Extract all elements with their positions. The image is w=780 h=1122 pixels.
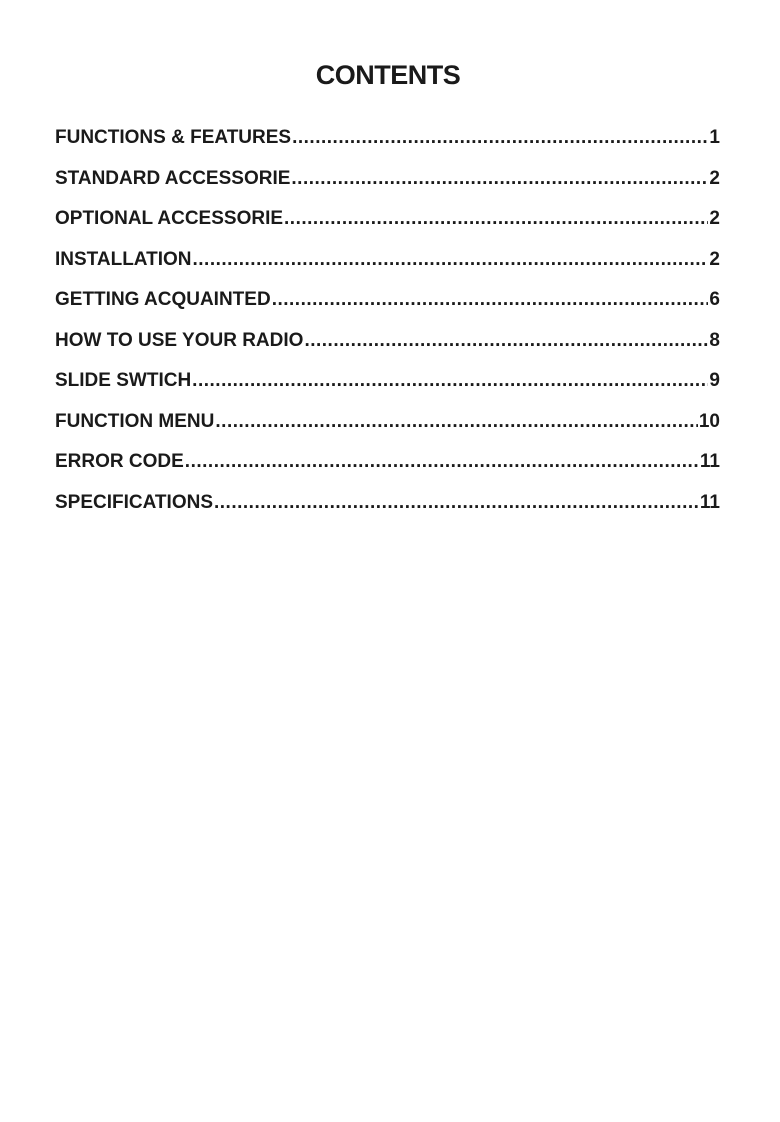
toc-entry-optional-accessorie[interactable] xyxy=(55,205,720,246)
toc-entry-specifications[interactable] xyxy=(55,489,720,530)
toc-entry-label: OPTIONAL ACCESSORIE xyxy=(55,208,284,229)
toc-dot-leader xyxy=(272,286,709,314)
toc-entry-label: FUNCTIONS & FEATURES xyxy=(55,127,292,148)
toc-page-number: 1 xyxy=(709,127,720,148)
toc-dot-leader xyxy=(292,124,708,152)
toc-entry-slide-swtich[interactable] xyxy=(55,367,720,408)
toc-entry-installation[interactable] xyxy=(55,246,720,287)
toc-entry-label: GETTING ACQUAINTED xyxy=(55,289,271,310)
toc-page-number: 8 xyxy=(709,329,720,351)
toc-entry-functions-features[interactable] xyxy=(55,124,720,165)
toc-dot-leader xyxy=(193,246,709,274)
toc-entry-error-code[interactable] xyxy=(55,448,720,489)
toc-entry-label: STANDARD ACCESSORIE xyxy=(55,167,291,189)
toc-page-number: 2 xyxy=(709,167,720,189)
toc-entry-label: HOW TO USE YOUR RADIO xyxy=(55,329,304,351)
toc-page-number: 9 xyxy=(709,370,720,391)
toc-dot-leader xyxy=(291,165,708,193)
toc-entry-label: SLIDE SWTICH xyxy=(55,370,192,391)
toc-dot-leader xyxy=(304,327,708,355)
toc-entry-label: INSTALLATION xyxy=(55,248,192,270)
toc-dot-leader xyxy=(185,448,699,476)
toc-dot-leader xyxy=(192,367,708,395)
toc-page-number: 2 xyxy=(709,208,720,229)
toc-entry-function-menu[interactable] xyxy=(55,408,720,449)
toc-page-number: 6 xyxy=(709,289,720,310)
page-title: CONTENTS xyxy=(315,60,461,90)
toc-page-number: 11 xyxy=(699,451,720,472)
toc-page-number: 10 xyxy=(698,410,720,432)
table-of-contents xyxy=(55,124,720,529)
toc-dot-leader xyxy=(214,489,699,517)
toc-page-number: 2 xyxy=(709,248,720,270)
toc-entry-label: FUNCTION MENU xyxy=(55,410,215,432)
toc-dot-leader xyxy=(215,408,697,436)
toc-entry-standard-accessorie[interactable] xyxy=(55,165,720,206)
toc-entry-label: ERROR CODE xyxy=(55,451,184,472)
toc-page-number: 11 xyxy=(699,491,720,513)
toc-entry-how-to-use-your-radio[interactable] xyxy=(55,327,720,368)
toc-entry-label: SPECIFICATIONS xyxy=(55,491,213,513)
toc-entry-getting-acquainted[interactable] xyxy=(55,286,720,327)
toc-dot-leader xyxy=(284,205,708,233)
